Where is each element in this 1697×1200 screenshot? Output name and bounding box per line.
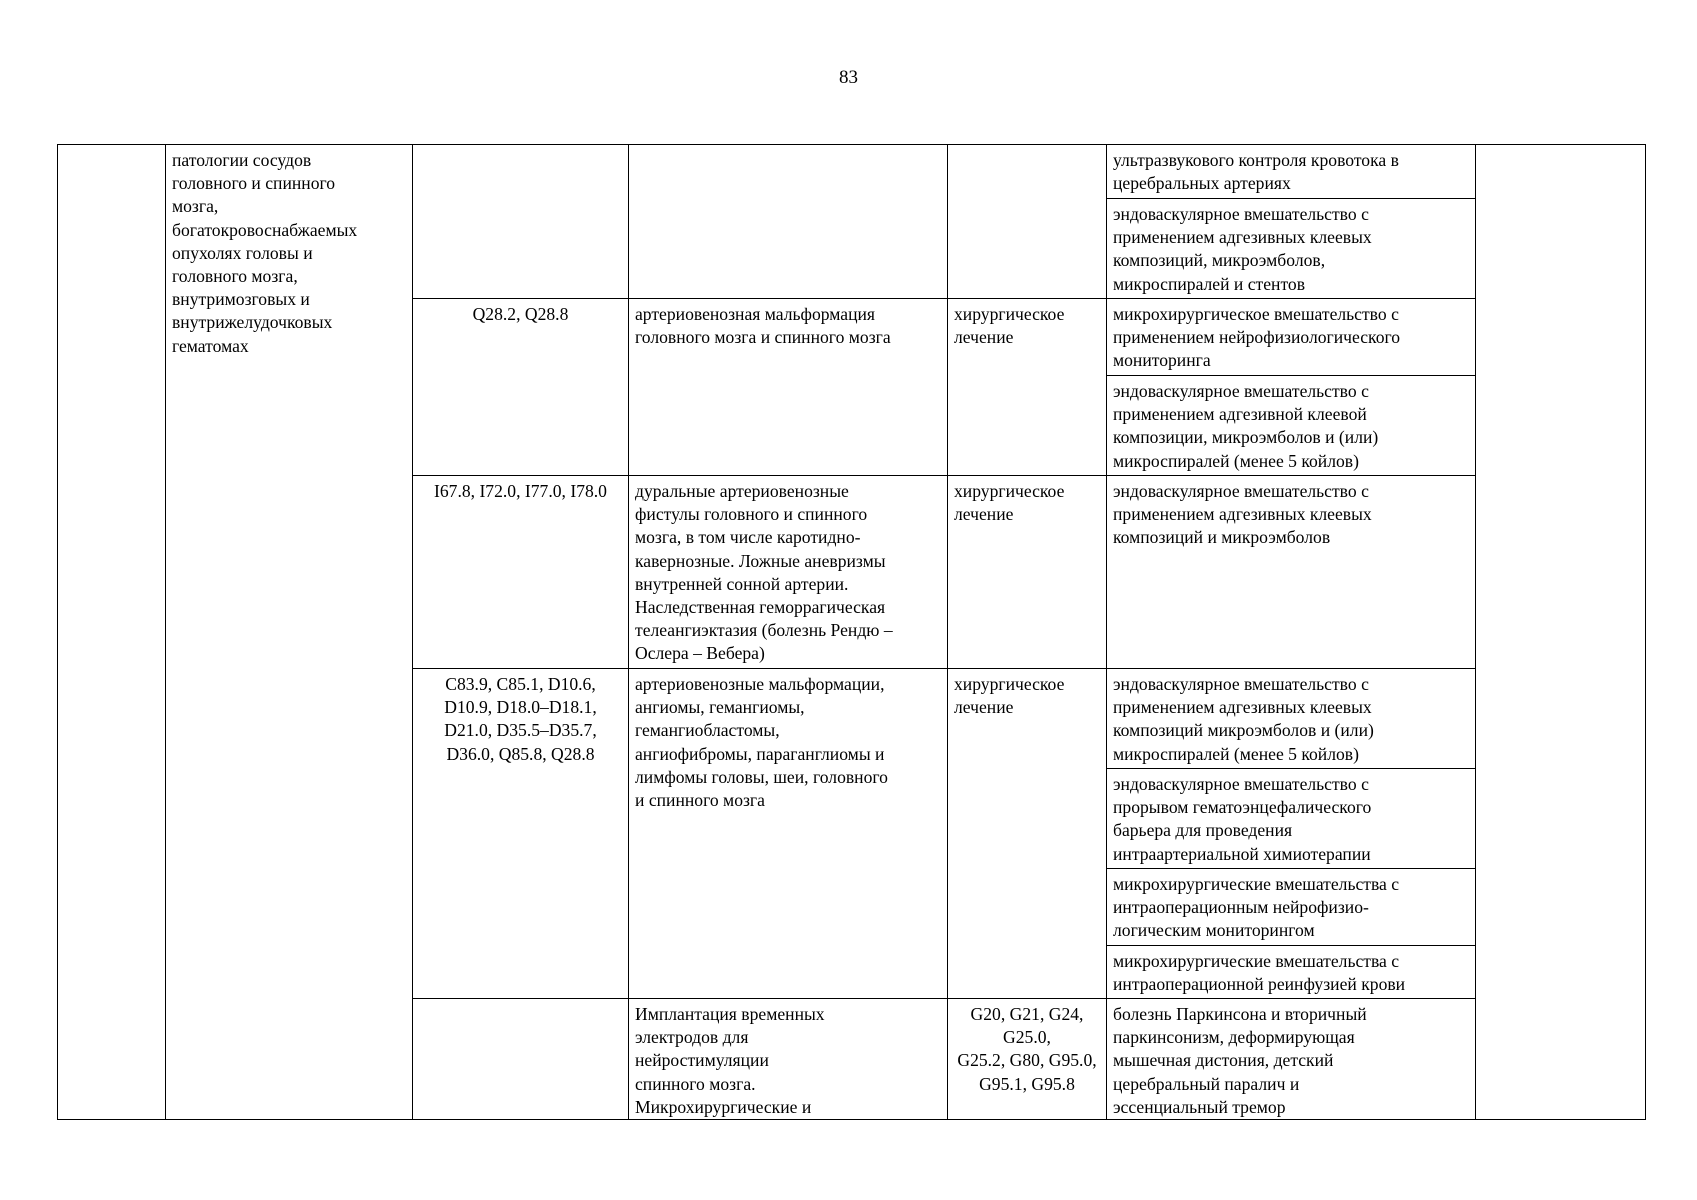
cell-method xyxy=(1107,946,1476,999)
model-text: артериовенозные мальформации, ангиомы, гемангиомы, гемангиобластомы, ангиофибромы, параганглиомы и лимфомы головы, шеи, головного и спинного мозга xyxy=(635,674,888,811)
model-text: дуральные артериовенозные фистулы головного и спинного мозга, в том числе каротидно- кавернозные. Ложные аневризмы внутренней сонной артерии. Наследственная геморрагическая телеангиэктазия (болезнь Рендю – Ослера – Вебера) xyxy=(635,481,893,664)
service-name-text: Имплантация временных электродов для нейростимуляции спинного мозга. Микрохирургические и xyxy=(635,1004,825,1117)
cell-method xyxy=(1107,299,1476,376)
cell-treatment xyxy=(948,145,1107,299)
cell-model xyxy=(629,476,948,669)
codes-text: G20, G21, G24, G25.0, G25.2, G80, G95.0, G95.1, G95.8 xyxy=(957,1004,1097,1094)
cell-standard xyxy=(1476,145,1646,1120)
method-text: эндоваскулярное вмешательство с применением адгезивной клеевой композиции, микроэмболов и (или) микроспиралей (менее 5 койлов) xyxy=(1113,381,1379,471)
method-text: микрохирургическое вмешательство с применением нейрофизиологического мониторинга xyxy=(1113,304,1401,371)
cell-model xyxy=(1107,999,1476,1120)
cell-method xyxy=(1107,376,1476,476)
table-row xyxy=(58,145,1646,199)
cell-treatment xyxy=(948,669,1107,999)
cell-method xyxy=(1107,199,1476,299)
treatment-text: хирургическое лечение xyxy=(954,304,1065,348)
codes-text: I67.8, I72.0, I77.0, I78.0 xyxy=(434,481,607,501)
cell-treatment xyxy=(948,476,1107,669)
cell-method xyxy=(1107,869,1476,946)
cell-model xyxy=(629,669,948,999)
cell-codes xyxy=(413,145,629,299)
codes-text: C83.9, C85.1, D10.6, D10.9, D18.0–D18.1, D21.0, D35.5–D35.7, D36.0, Q85.8, Q28.8 xyxy=(444,674,597,764)
method-text: эндоваскулярное вмешательство с применением адгезивных клеевых композиций и микроэмболов xyxy=(1113,481,1372,548)
method-text: микрохирургические вмешательства с интраоперационным нейрофизио- логическим мониторингом xyxy=(1113,874,1400,941)
model-text: болезнь Паркинсона и вторичный паркинсонизм, деформирующая мышечная дистония, детский церебральный паралич и эссенциальный тремор xyxy=(1113,1004,1367,1117)
treatment-text: хирургическое лечение xyxy=(954,481,1065,525)
method-text: микрохирургические вмешательства с интраоперационной реинфузией крови xyxy=(1113,951,1406,995)
services-table xyxy=(57,144,1646,1120)
cell-model xyxy=(629,299,948,476)
method-text: ультразвукового контроля кровотока в церебральных артериях xyxy=(1113,150,1399,194)
cell-service-name xyxy=(629,999,948,1120)
cell-method xyxy=(1107,769,1476,869)
cell-treatment xyxy=(948,299,1107,476)
cell-number xyxy=(413,999,629,1120)
service-name-text: патологии сосудов головного и спинного мозга, богатокровоснабжаемых опухолях головы и головного мозга, внутримозговых и внутрижелудочковых гематомах xyxy=(172,150,358,356)
cell-codes xyxy=(413,669,629,999)
method-text: эндоваскулярное вмешательство с применением адгезивных клеевых композиций, микроэмболов, микроспиралей и стентов xyxy=(1113,204,1372,294)
method-text: эндоваскулярное вмешательство с прорывом гематоэнцефалического барьера для проведения интраартериальной химиотерапии xyxy=(1113,774,1372,864)
cell-codes xyxy=(413,299,629,476)
page-number: 83 xyxy=(839,67,858,88)
cell-model xyxy=(629,145,948,299)
treatment-text: хирургическое лечение xyxy=(954,674,1065,718)
cell-codes xyxy=(413,476,629,669)
cell-codes xyxy=(948,999,1107,1120)
method-text: эндоваскулярное вмешательство с применением адгезивных клеевых композиций микроэмболов и (или) микроспиралей (менее 5 койлов) xyxy=(1113,674,1374,764)
cell-method xyxy=(1107,476,1476,669)
cell-method xyxy=(1107,145,1476,199)
cell-number xyxy=(58,145,166,1120)
codes-text: Q28.2, Q28.8 xyxy=(472,304,569,324)
cell-method xyxy=(1107,669,1476,769)
cell-service-name xyxy=(166,145,413,1120)
model-text: артериовенозная мальформация головного мозга и спинного мозга xyxy=(635,304,891,348)
